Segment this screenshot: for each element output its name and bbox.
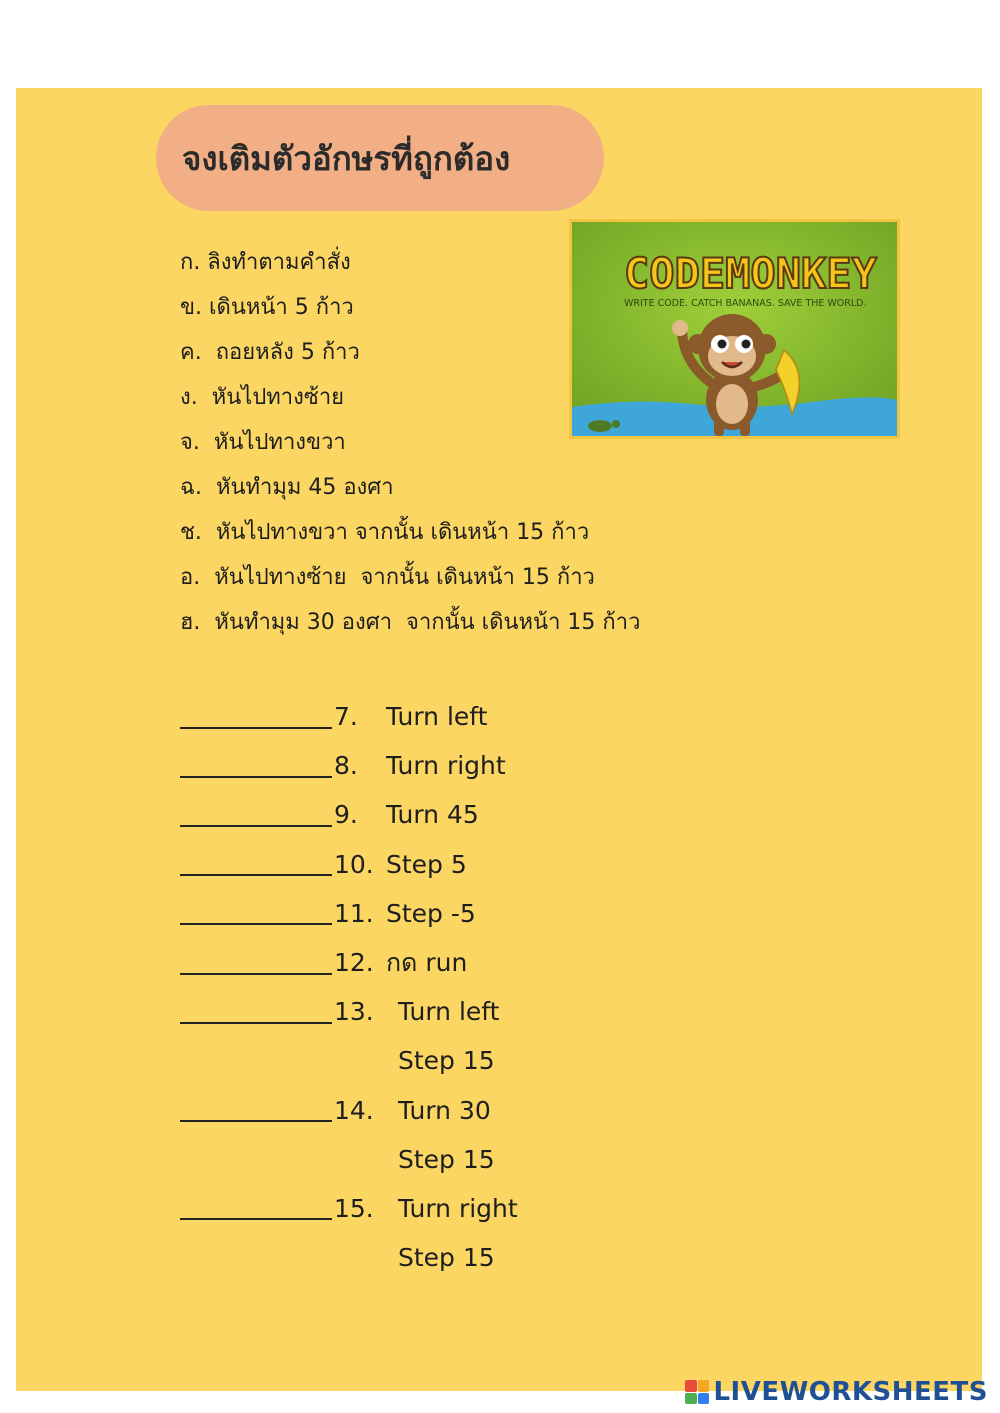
liveworksheets-footer [685,1377,988,1407]
option-item: ฉ. หันทำมุม 45 องศา [180,475,394,500]
answer-blank[interactable] [180,1188,332,1220]
question-number: 7. [334,702,358,732]
option-item: ง. หันไปทางซ้าย [180,385,345,410]
option-item: ฮ. หันทำมุม 30 องศา จากนั้น เดินหน้า 15 ก้าว [180,610,641,635]
question-row [180,889,518,938]
question-row [180,1184,518,1233]
question-text-cont: Step 15 [398,1243,495,1273]
question-text: กด run [386,947,468,977]
question-row [180,692,518,741]
question-text-cont: Step 15 [398,1046,495,1076]
answer-blank[interactable] [180,844,332,876]
question-number: 9. [334,800,358,830]
question-number: 8. [334,751,358,781]
answer-blank[interactable] [180,893,332,925]
question-continuation [180,1036,518,1085]
codemonkey-illustration [572,222,897,436]
answer-blank[interactable] [180,943,332,975]
question-text: Step 5 [386,849,467,879]
answer-blank[interactable] [180,795,332,827]
answer-blank[interactable] [180,1090,332,1122]
title-banner [156,105,604,211]
question-row [180,987,518,1036]
question-text: Turn 30 [398,1095,491,1125]
question-number: 13. [334,997,374,1027]
question-row [180,938,518,987]
liveworksheets-logo-icon [685,1380,709,1404]
question-number: 10. [334,849,374,879]
page-title: จงเติมตัวอักษรที่ถูกต้อง [182,138,511,178]
question-text: Turn 45 [386,800,479,830]
question-text-cont: Step 15 [398,1144,495,1174]
question-number: 14. [334,1095,374,1125]
question-continuation [180,1233,518,1282]
question-row [180,1086,518,1135]
codemonkey-image [569,219,900,439]
question-text: Turn left [398,997,500,1027]
option-item: อ. หันไปทางซ้าย จากนั้น เดินหน้า 15 ก้าว [180,565,595,590]
answer-blank[interactable] [180,697,332,729]
option-item: ช. หันไปทางขวา จากนั้น เดินหน้า 15 ก้าว [180,520,590,545]
question-text: Turn right [386,751,506,781]
logo-text: CODEMONKEY [624,249,877,298]
option-item: จ. หันไปทางขวา [180,430,346,455]
logo-tagline: WRITE CODE. CATCH BANANAS. SAVE THE WORLD. [624,298,867,309]
answer-blank[interactable] [180,992,332,1024]
question-number: 11. [334,898,374,928]
question-list [180,692,518,1282]
question-row [180,741,518,790]
question-text: Turn left [386,702,488,732]
option-item: ค. ถอยหลัง 5 ก้าว [180,340,360,365]
answer-blank[interactable] [180,746,332,778]
question-number: 12. [334,948,374,978]
question-number: 15. [334,1193,374,1223]
option-item: ก. ลิงทำตามคำสั่ง [180,250,351,275]
question-row [180,790,518,839]
option-item: ข. เดินหน้า 5 ก้าว [180,295,354,320]
question-row [180,840,518,889]
question-continuation [180,1135,518,1184]
question-text: Step -5 [386,898,476,928]
liveworksheets-brand: LIVEWORKSHEETS [713,1377,988,1407]
question-text: Turn right [398,1193,518,1223]
